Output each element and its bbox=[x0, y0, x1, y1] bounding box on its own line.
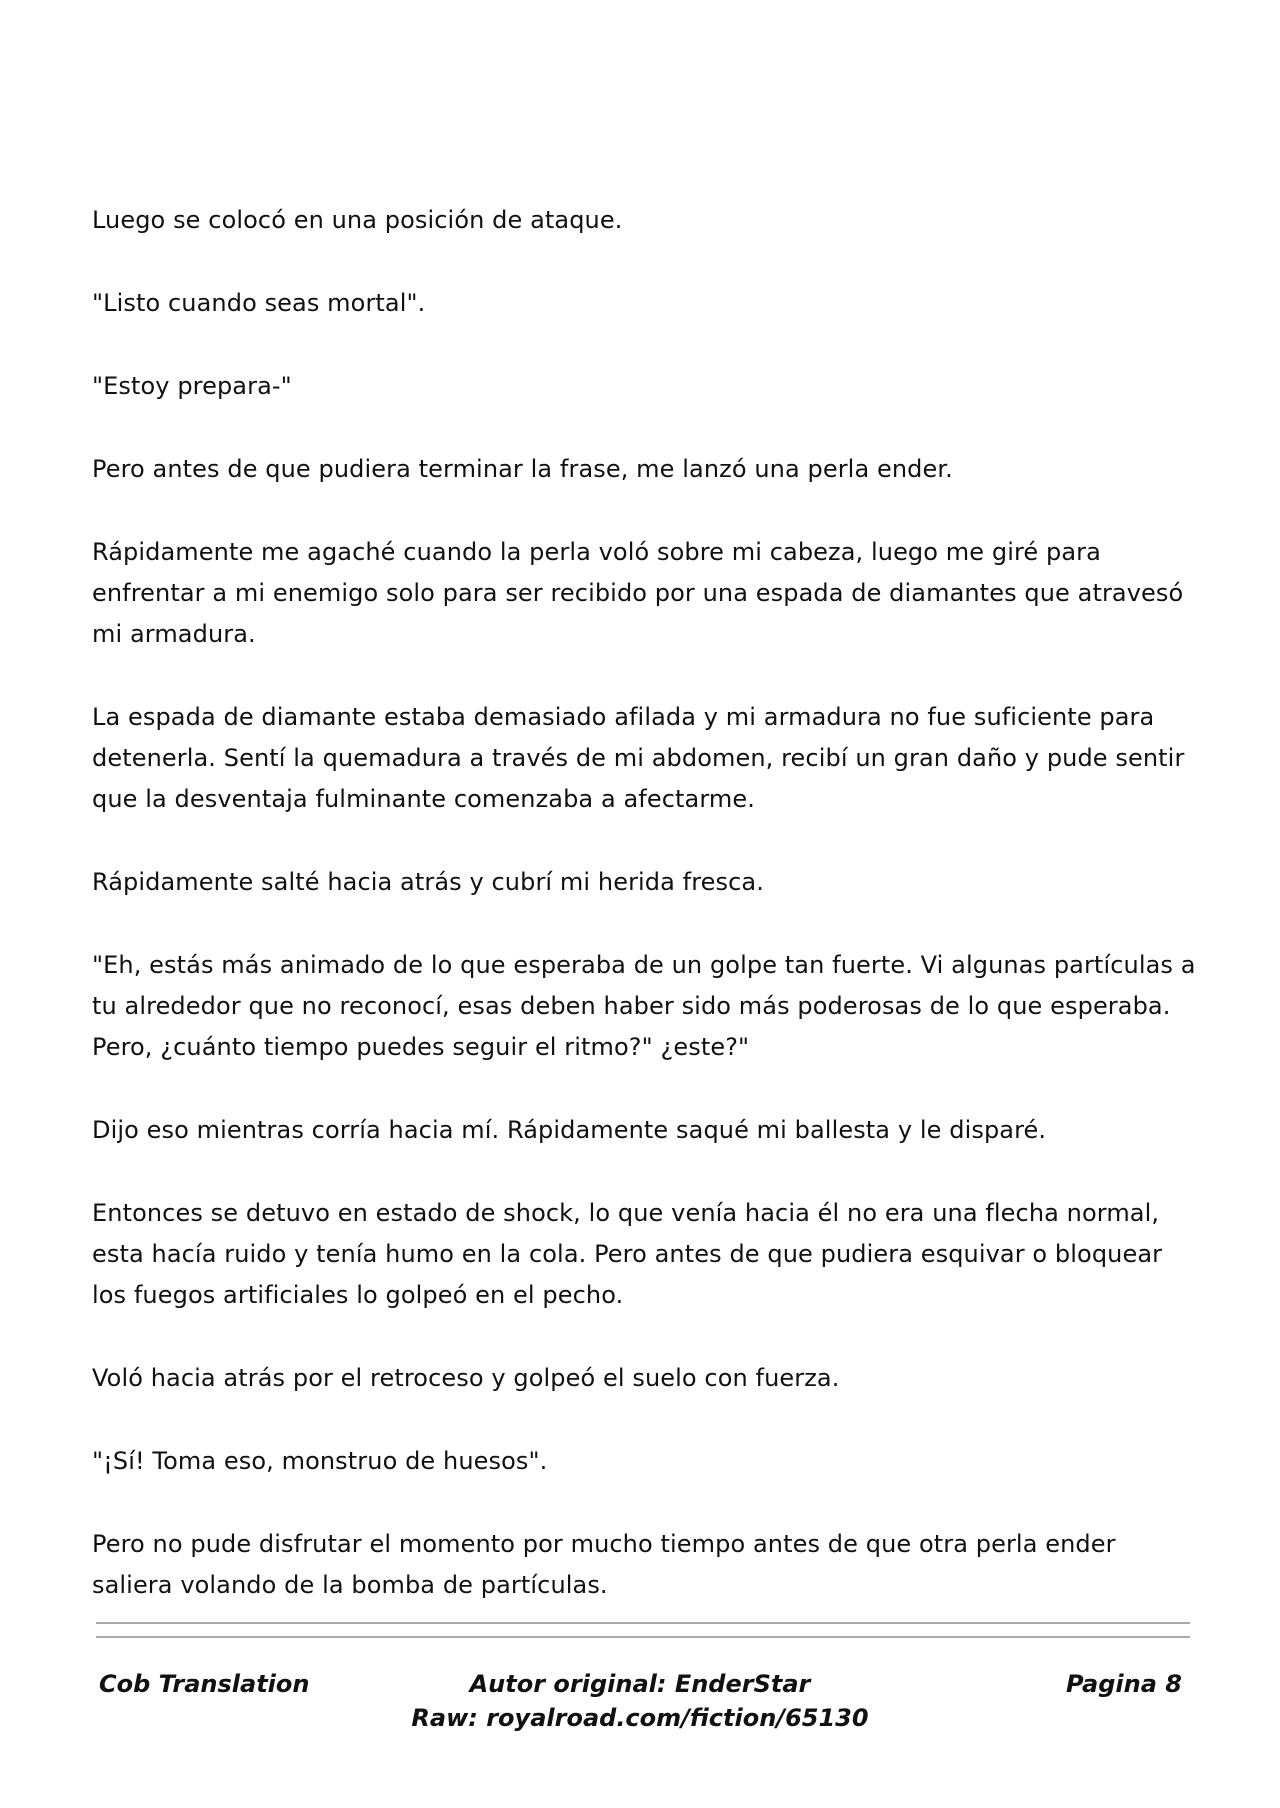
paragraph: La espada de diamante estaba demasiado afilada y mi armadura no fue suficiente para detenerla. Sentí la quemadura a través de mi abdomen, recibí un gran daño y pude sentir que la desventaja fulminante comenzaba a afectarme. bbox=[92, 703, 1185, 813]
paragraph: Rápidamente salté hacia atrás y cubrí mi herida fresca. bbox=[92, 868, 764, 896]
footer-source-link: Raw: royalroad.com/fiction/65130 bbox=[411, 1704, 869, 1732]
footer-divider-bottom bbox=[96, 1636, 1190, 1638]
paragraph: Dijo eso mientras corría hacia mí. Rápidamente saqué mi ballesta y le disparé. bbox=[92, 1116, 1047, 1144]
paragraph: Pero antes de que pudiera terminar la frase, me lanzó una perla ender. bbox=[92, 455, 953, 483]
paragraph: Rápidamente me agaché cuando la perla voló sobre mi cabeza, luego me giré para enfrentar a mi enemigo solo para ser recibido por una espada de diamantes que atravesó mi armadura. bbox=[92, 538, 1184, 648]
paragraph: Entonces se detuvo en estado de shock, lo que venía hacia él no era una flecha normal, esta hacía ruido y tenía humo en la cola. Pero antes de que pudiera esquivar o bloquear los fuegos artificiales lo golpeó en el pecho. bbox=[92, 1199, 1163, 1309]
footer-page-number: Pagina 8 bbox=[1066, 1670, 1182, 1698]
footer-author: Autor original: EnderStar bbox=[469, 1670, 811, 1698]
paragraph: "¡Sí! Toma eso, monstruo de huesos". bbox=[92, 1447, 548, 1475]
paragraph: "Listo cuando seas mortal". bbox=[92, 289, 426, 317]
paragraph: Pero no pude disfrutar el momento por mucho tiempo antes de que otra perla ender saliera volando de la bomba de partículas. bbox=[92, 1530, 1116, 1599]
footer-translator: Cob Translation bbox=[99, 1670, 310, 1698]
body-text bbox=[92, 200, 1202, 1648]
paragraph: "Estoy prepara-" bbox=[92, 372, 292, 400]
paragraph: "Eh, estás más animado de lo que esperaba de un golpe tan fuerte. Vi algunas partículas a tu alrededor que no reconocí, esas deben haber sido más poderosas de lo que esperaba. Pero, ¿cuánto tiempo puedes seguir el ritmo?" ¿este?" bbox=[92, 951, 1196, 1061]
paragraph: Voló hacia atrás por el retroceso y golpeó el suelo con fuerza. bbox=[92, 1364, 840, 1392]
paragraph: Luego se colocó en una posición de ataque. bbox=[92, 206, 623, 234]
footer-divider-top bbox=[96, 1622, 1190, 1624]
